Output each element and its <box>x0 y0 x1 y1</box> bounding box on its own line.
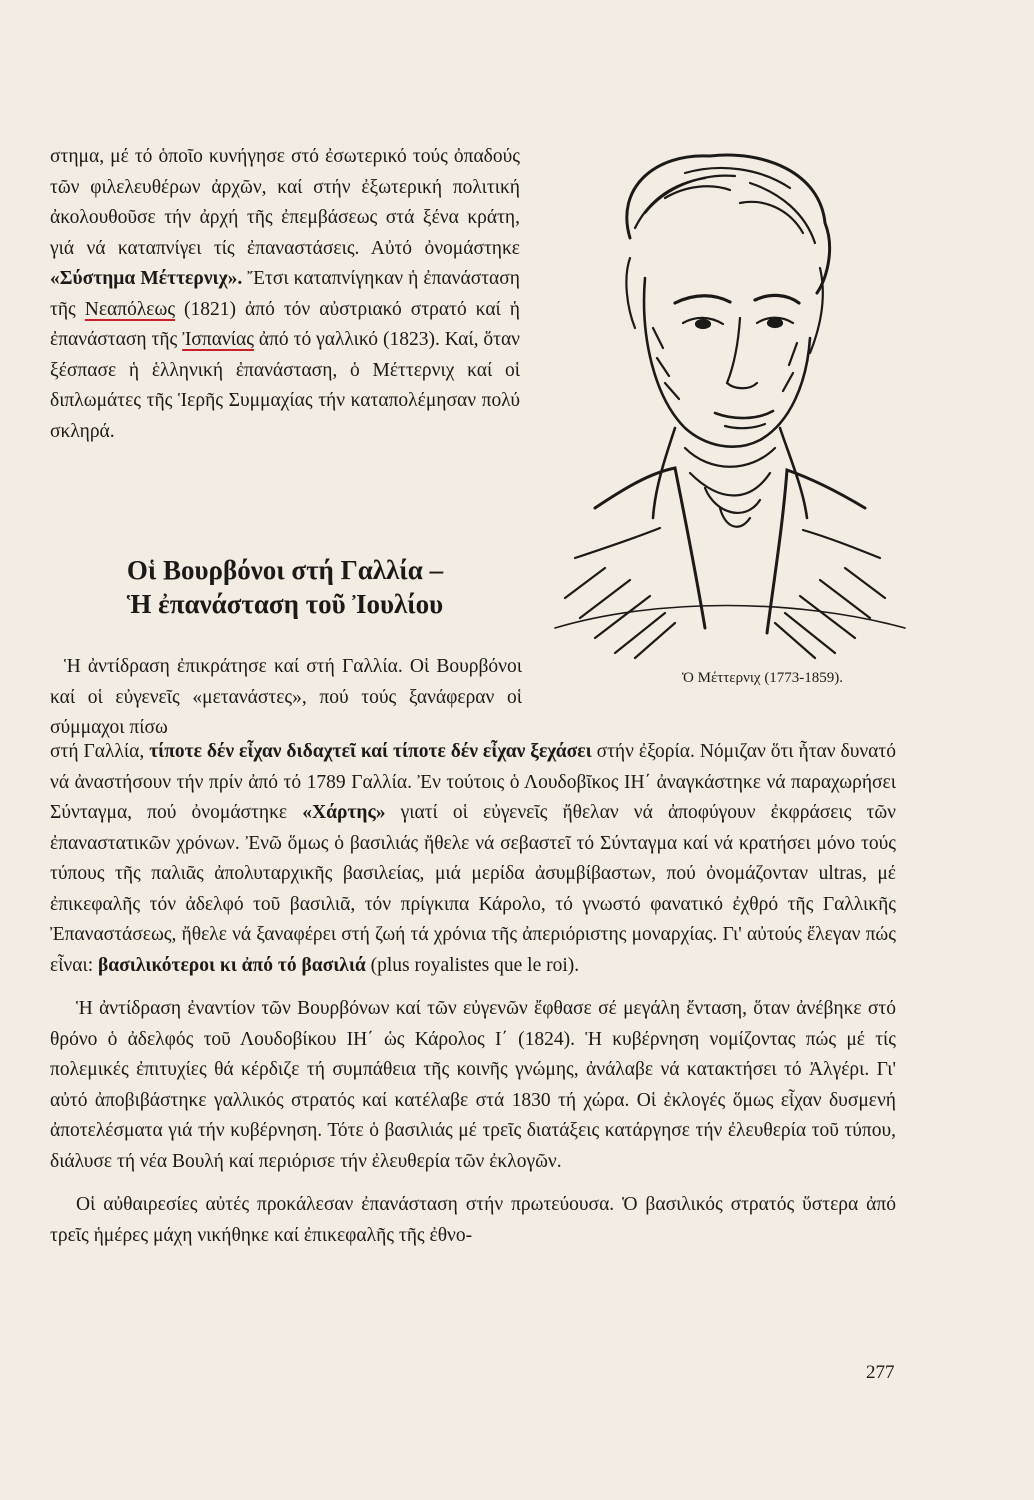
section-heading <box>50 553 520 621</box>
metternich-portrait <box>535 128 915 668</box>
paragraph-2: Ἡ ἀντίδραση ἐναντίον τῶν Βουρβόνων καί τῶν εὐγενῶν ἔφθασε σέ μεγάλη ἔνταση, ὅταν ἀνέβηκε στό θρόνο ὁ ἀδελφός τοῦ Λουδοβίκου ΙΗ΄ ὡς Κάρολος Ι΄ (1824). Ἡ κυβέρνηση νομίζοντας πώς μέ τίς πολεμικές ἐπιτυχίες θά κέρδιζε τή συμπάθεια τῆς κοινῆς γνώμης, ἀνάλαβε νά κατακτήσει τό Ἀλγέρι. Γι' αὐτό ἀποβιβάστηκε γαλλικός στρατός καί κατέλαβε στά 1830 τή χώρα. Οἱ ἐκλογές ὅμως εἶχαν δυσμενή ἀποτελέσματα γιά τήν κυβέρνηση. Τότε ὁ βασιλιάς μέ τρεῖς διατάξεις κατάργησε τήν ἐλευθερία τοῦ τύπου, διάλυσε τή νέα Βουλή καί περιόρισε τήν ἐλευθερία τῶν ἐκλογῶν. <box>50 998 896 1172</box>
bold-term-metternich-system: «Σύστημα Μέττερνιχ». <box>50 268 243 289</box>
paragraph-1: στή Γαλλία, τίποτε δέν εἶχαν διδαχτεῖ καί τίποτε δέν εἶχαν ξεχάσει στήν ἐξορία. Νόμιζαν ὅτι ἦταν δυνατό νά ἀναστήσουν τήν πρίν ἀπό τό 1789 Γαλλία. Ἐν τούτοις ὁ Λουδοβῖκος ΙΗ΄ ἀναγκάστηκε νά παραχωρήσει Σύνταγμα, πού ὀνομάστηκε «Χάρτης» γιατί οἱ εὐγενεῖς ἤθελαν νά ἀποφύγουν ἐκφράσεις τῶν ἐπαναστατικῶν χρόνων. Ἐνῶ ὅμως ὁ βασιλιάς ἤθελε νά σεβαστεῖ τό Σύνταγμα καί νά κρατήσει μόνο τούς τύπους τῆς παλιᾶς ἀπολυταρχικῆς βασιλείας, μιά μερίδα ἀσυμβίβαστων, πού ὀνομάζονταν ultras, μέ ἐπικεφαλῆς τόν ἀδελφό τοῦ βασιλιᾶ, τόν πρίγκιπα Κάρολο, τό γνωστό φανατικό ἐχθρό τῆς Γαλλικῆς Ἐπαναστάσεως, ἤθελε νά ξαναφέρει στή ζωή τά χρόνια τῆς ἀπεριόριστης μοναρχίας. Γι' αὐτούς ἔλεγαν πώς εἶναι: βασιλικότεροι κι ἀπό τό βασιλιά (plus royalistes que le roi). <box>50 741 896 976</box>
portrait-caption: Ὁ Μέττερνιχ (1773-1859). <box>682 670 844 686</box>
intro-paragraph: Ἡ ἀντίδραση ἐπικράτησε καί στή Γαλλία. Οἱ Βουρβόνοι καί οἱ εὐγενεῖς «μετανάστες», πού τούς ξανάφεραν οἱ σύμμαχοι πίσω <box>50 656 522 738</box>
page-number: 277 <box>866 1362 895 1383</box>
underlined-naples: Νεαπόλεως <box>84 298 176 320</box>
heading-line-1: Οἱ Βουρβόνοι στή Γαλλία – <box>126 555 444 585</box>
opening-paragraph: στημα, μέ τό ὁποῖο κυνήγησε στό ἐσωτερικό τούς ὀπαδούς τῶν φιλελευθέρων ἀρχῶν, καί στήν ἐξωτερική πολιτική ἀκολουθοῦσε τήν ἀρχή τῆς ἐπεμβάσεως στά ξένα κράτη, γιά νά καταπνίγει τίς ἐπαναστάσεις. Αὐτό ὀνομάστηκε «Σύστημα Μέττερνιχ». Ἔτσι καταπνίγηκαν ἡ ἐπανάσταση τῆς Νεαπόλεως (1821) ἀπό τόν αὐστριακό στρατό καί ἡ ἐπανάσταση τῆς Ἰσπανίας ἀπό τό γαλλικό (1823). Καί, ὅταν ξέσπασε ἡ ἑλληνική ἐπανάσταση, ὁ Μέττερνιχ καί οἱ διπλωμάτες τῆς Ἱερῆς Συμμαχίας τήν καταπολέμησαν πολύ σκληρά. <box>50 146 520 442</box>
heading-line-2: Ἡ ἐπανάσταση τοῦ Ἰουλίου <box>126 589 444 619</box>
paragraph-3: Οἱ αὐθαιρεσίες αὐτές προκάλεσαν ἐπανάσταση στήν πρωτεύουσα. Ὁ βασιλικός στρατός ὕστερα ἀπό τρεῖς ἡμέρες μάχη νικήθηκε καί ἐπικεφαλῆς τῆς ἐθνο- <box>50 1194 896 1246</box>
main-text <box>50 737 896 1251</box>
underlined-spain: Ἰσπανίας <box>182 329 254 350</box>
